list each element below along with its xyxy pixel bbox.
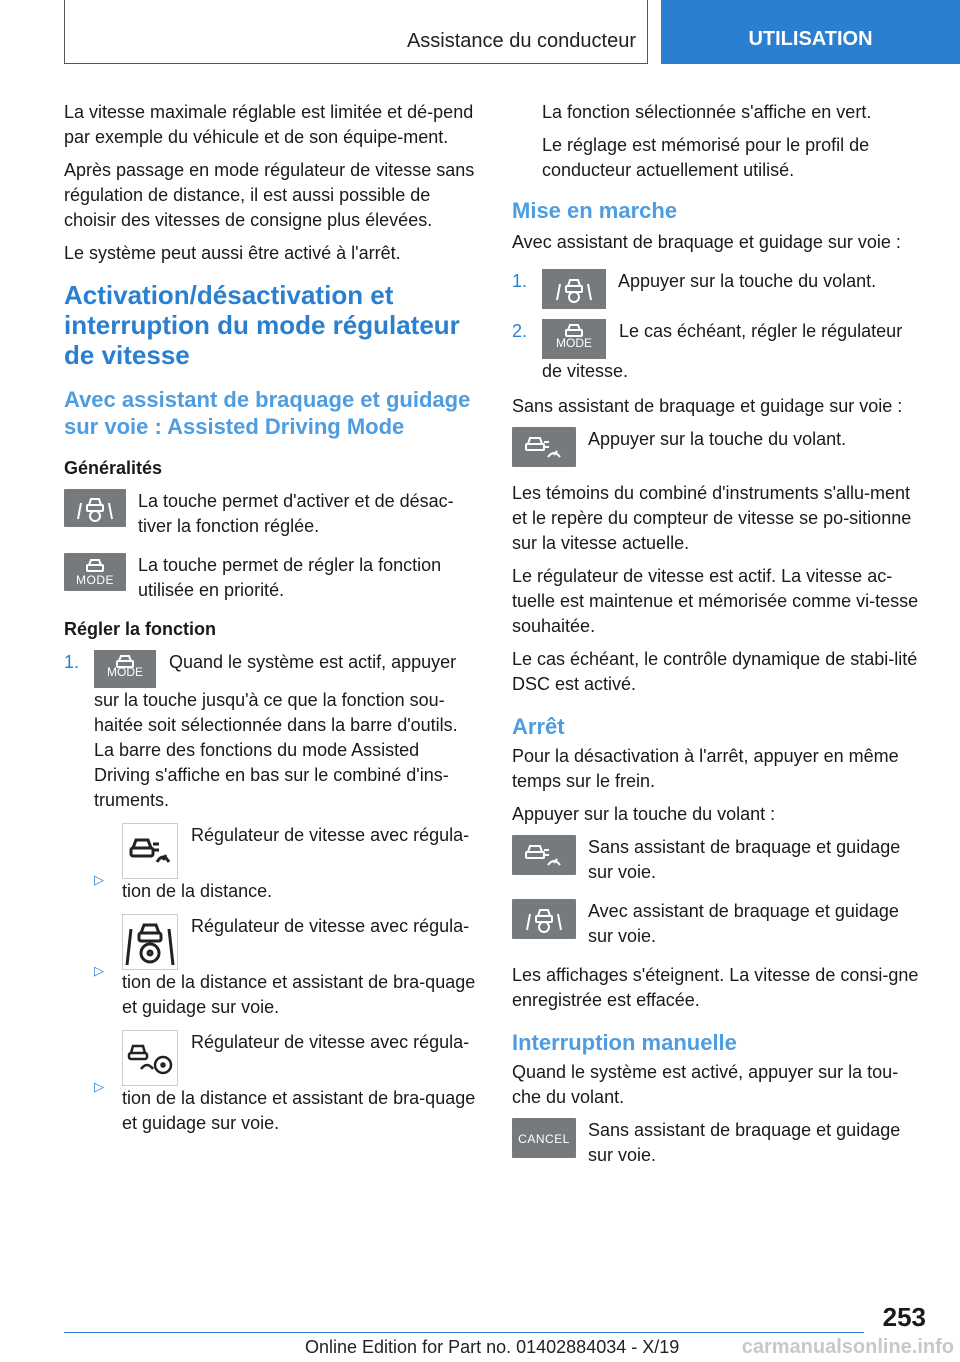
subsection-heading: Avec assistant de braquage et guidage sur voie : Assisted Driving Mode: [64, 387, 471, 439]
mode-button-icon: [542, 319, 606, 359]
triangle-bullet-icon: ▷: [94, 1079, 104, 1094]
icon-description-text: Sans assistant de braquage et guidage sur voie.: [588, 1120, 901, 1165]
icon-description: [64, 553, 478, 603]
paragraph: Quand le système est activé, appuyer sur la tou-che du volant.: [512, 1062, 899, 1107]
mode-button-icon: [64, 553, 126, 591]
triangle-bullet-icon: ▷: [94, 872, 104, 887]
step-item: [64, 650, 478, 1144]
triangle-bullet-icon: ▷: [94, 963, 104, 978]
minor-heading: Généralités: [64, 458, 163, 478]
page-footer: [0, 1300, 960, 1362]
icon-description: [512, 427, 926, 467]
paragraph: Pour la désactivation à l'arrêt, appuyer en même temps sur le frein.: [512, 746, 899, 791]
option-item: [94, 914, 478, 1020]
option-text: Régulateur de vitesse avec régula-tion de la distance et assistant de bra-quage et guidage sur voie.: [122, 916, 476, 1017]
assist-steering-button-icon: [64, 489, 126, 527]
step-text: Le cas échéant, régler le régulateur de vitesse.: [542, 321, 903, 381]
icon-description: [512, 1118, 926, 1168]
watermark: carmanualsonline.info: [741, 1336, 954, 1358]
icon-description-text: La touche permet d'activer et de désac-tiver la fonction réglée.: [138, 491, 454, 536]
chapter-tab: UTILISATION: [661, 0, 960, 64]
paragraph: La vitesse maximale réglable est limitée et dé-pend par exemple du véhicule et de son équipe-ment.: [64, 102, 474, 147]
paragraph: Avec assistant de braquage et guidage sur voie :: [512, 232, 901, 252]
paragraph: Après passage en mode régulateur de vitesse sans régulation de distance, il est aussi possible de choisir des vitesses de consigne plus élevées.: [64, 160, 475, 230]
assist-steering-button-icon: [542, 269, 606, 309]
left-column: [64, 100, 478, 1154]
cancel-button-icon: [512, 1118, 576, 1158]
paragraph: Les affichages s'éteignent. La vitesse de consi-gne enregistrée est effacée.: [512, 965, 919, 1010]
mode-label: MODE: [556, 336, 592, 350]
subsection-heading: Interruption manuelle: [512, 1030, 737, 1055]
page-header: [0, 0, 960, 66]
step-text: Quand le système est actif, appuyer sur la touche jusqu'à ce que la fonction sou-haitée soit sélectionnée dans la barre d'outils. La barre des fonctions du mode Assisted Driving s'affiche en bas sur le combiné d'ins-truments.: [94, 652, 458, 810]
step-number: 1.: [64, 652, 80, 672]
subsection-heading: Arrêt: [512, 714, 565, 739]
step-item: [512, 269, 926, 309]
section-heading: Activation/désactivation et interruption du mode régulateur de vitesse: [64, 280, 460, 370]
icon-description: [512, 835, 926, 885]
icon-description-text: Appuyer sur la touche du volant.: [588, 429, 847, 449]
step-number: 2.: [512, 321, 528, 341]
step-number: 1.: [512, 271, 528, 291]
option-text: Régulateur de vitesse avec régula-tion de la distance et assistant de bra-quage et guidage sur voie.: [122, 1032, 476, 1133]
mode-label: MODE: [76, 573, 114, 587]
icon-description: [64, 489, 478, 539]
acc-distance-button-icon: [512, 427, 576, 467]
paragraph: Les témoins du combiné d'instruments s'allu-ment et le repère du compteur de vitesse se po-sitionne sur la vitesse actuelle.: [512, 483, 912, 553]
option-item: [94, 1030, 478, 1136]
cancel-label: CANCEL: [518, 1132, 570, 1146]
mode-label: MODE: [107, 665, 143, 679]
paragraph: La fonction sélectionnée s'affiche en vert.: [542, 102, 872, 122]
section-title: Assistance du conducteur: [406, 30, 636, 52]
icon-description-text: Avec assistant de braquage et guidage sur voie.: [588, 901, 899, 946]
steering-assist-icon: [122, 914, 178, 970]
icon-description: [512, 899, 926, 949]
paragraph: Le cas échéant, le contrôle dynamique de stabi-lité DSC est activé.: [512, 649, 918, 694]
acc-distance-icon: [122, 823, 178, 879]
right-column: [512, 100, 926, 1182]
page-number: 253: [882, 1302, 926, 1332]
minor-heading: Régler la fonction: [64, 619, 217, 639]
option-text: Régulateur de vitesse avec régula-tion de la distance.: [122, 825, 470, 901]
option-item: [94, 823, 478, 904]
paragraph: Sans assistant de braquage et guidage sur voie :: [512, 396, 903, 416]
paragraph: Le système peut aussi être activé à l'arrêt.: [64, 243, 401, 263]
assist-steering-button-icon: [512, 899, 576, 939]
edition-text: Online Edition for Part no. 01402884034 - X/19: [305, 1337, 680, 1357]
paragraph: Le réglage est mémorisé pour le profil de conducteur actuellement utilisé.: [542, 135, 870, 180]
paragraph: Appuyer sur la touche du volant :: [512, 804, 776, 824]
subsection-heading: Mise en marche: [512, 198, 678, 223]
icon-description-text: Sans assistant de braquage et guidage sur voie.: [588, 837, 901, 882]
mode-button-icon: [94, 650, 156, 688]
step-text: Appuyer sur la touche du volant.: [618, 271, 877, 291]
paragraph: Le régulateur de vitesse est actif. La vitesse ac-tuelle est maintenue et mémorisée comme vi-tesse souhaitée.: [512, 566, 919, 636]
icon-description-text: La touche permet de régler la fonction utilisée en priorité.: [138, 555, 442, 600]
acc-steering-icon: [122, 1030, 178, 1086]
acc-distance-button-icon: [512, 835, 576, 875]
step-item: [512, 319, 926, 384]
footer-divider: [64, 1332, 864, 1333]
